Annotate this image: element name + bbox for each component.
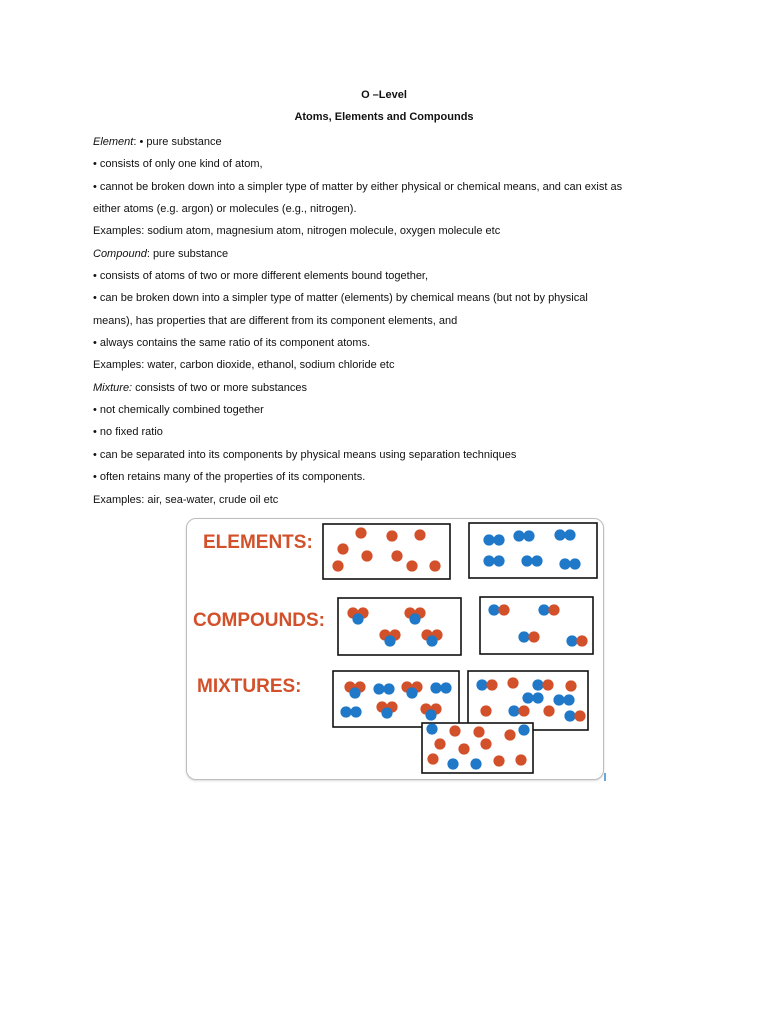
text-line (93, 176, 683, 198)
blue-atom (447, 758, 458, 769)
edge-mark (604, 773, 606, 781)
line-text: consists of two or more substances (132, 381, 307, 394)
blue-atom (554, 529, 565, 540)
blue-atom (493, 555, 504, 566)
blue-atom (440, 682, 451, 693)
blue-atom (522, 692, 533, 703)
particle-diagram (187, 519, 603, 779)
blue-atom (483, 555, 494, 566)
blue-atom (508, 705, 519, 716)
red-atom (406, 560, 417, 571)
text-line (93, 377, 683, 399)
blue-atom (521, 555, 532, 566)
matter-diagram (186, 518, 604, 780)
line-text: • cannot be broken down into a simpler type of matter by either physical or chemical means, and can exist as (93, 180, 623, 193)
line-text: • consists of atoms of two or more different elements bound together, (93, 270, 429, 283)
text-line (93, 220, 683, 242)
text-line (93, 421, 683, 443)
line-text: • consists of only one kind of atom, (93, 158, 263, 171)
line-text: • no fixed ratio (93, 426, 163, 439)
line-text: • can be broken down into a simpler type of matter (elements) by chemical means (but not by physical (93, 292, 588, 305)
red-atom (504, 729, 515, 740)
blue-atom (493, 534, 504, 545)
blue-atom (564, 710, 575, 721)
red-atom (574, 710, 585, 721)
red-atom (337, 543, 348, 554)
red-atom (429, 560, 440, 571)
compounds-label: COMPOUNDS: (193, 610, 325, 631)
red-atom (518, 705, 529, 716)
text-line (93, 198, 683, 220)
line-text: Examples: sodium atom, magnesium atom, nitrogen molecule, oxygen molecule etc (93, 225, 501, 238)
text-line (93, 354, 683, 376)
blue-atom (406, 687, 417, 698)
text-line (93, 153, 683, 175)
blue-atom (563, 694, 574, 705)
line-text: • often retains many of the properties of its components. (93, 471, 366, 484)
blue-atom (476, 679, 487, 690)
blue-atom (430, 682, 441, 693)
red-atom (498, 604, 509, 615)
blue-atom (426, 723, 437, 734)
blue-atom (409, 613, 420, 624)
term-label: Compound (93, 247, 147, 260)
blue-atom (350, 706, 361, 717)
blue-atom (518, 724, 529, 735)
blue-atom (349, 687, 360, 698)
red-atom (486, 679, 497, 690)
red-atom (427, 753, 438, 764)
blue-atom (383, 683, 394, 694)
blue-atom (426, 635, 437, 646)
red-atom (542, 679, 553, 690)
red-atom (414, 529, 425, 540)
blue-atom (513, 530, 524, 541)
red-atom (386, 530, 397, 541)
red-atom (576, 635, 587, 646)
blue-atom (532, 679, 543, 690)
line-text: : • pure substance (133, 136, 222, 148)
blue-atom (518, 631, 529, 642)
red-atom (543, 705, 554, 716)
page-title: Atoms, Elements and Compounds (294, 111, 474, 123)
red-atom (458, 743, 469, 754)
line-text: • can be separated into its components by physical means using separation techniques (93, 448, 517, 461)
line-text: Examples: water, carbon dioxide, ethanol, sodium chloride etc (93, 359, 395, 372)
blue-atom (553, 694, 564, 705)
blue-atom (384, 635, 395, 646)
blue-atom (488, 604, 499, 615)
blue-atom (470, 758, 481, 769)
red-atom (493, 755, 504, 766)
atoms-group (332, 527, 587, 769)
text-line (93, 131, 683, 153)
blue-atom (559, 558, 570, 569)
text-line (93, 243, 683, 265)
blue-atom (373, 683, 384, 694)
blue-atom (569, 558, 580, 569)
blue-atom (483, 534, 494, 545)
text-line (93, 287, 683, 309)
text-line (93, 332, 683, 354)
red-atom (565, 680, 576, 691)
text-line (93, 466, 683, 488)
red-atom (507, 677, 518, 688)
red-atom (480, 705, 491, 716)
line-text: • always contains the same ratio of its component atoms. (93, 337, 371, 350)
term-label: Mixture: (93, 381, 133, 394)
blue-atom (523, 530, 534, 541)
line-text: : pure substance (146, 247, 229, 260)
mixtures-label: MIXTURES: (197, 676, 302, 697)
red-atom (361, 550, 372, 561)
level-heading: O –Level (361, 89, 407, 101)
line-text: either atoms (e.g. argon) or molecules (e.g., nitrogen). (93, 203, 357, 216)
elements-box-molecules (469, 523, 597, 578)
blue-atom (531, 555, 542, 566)
blue-atom (425, 709, 436, 720)
blue-atom (566, 635, 577, 646)
red-atom (480, 738, 491, 749)
blue-atom (340, 706, 351, 717)
blue-atom (532, 692, 543, 703)
red-atom (515, 754, 526, 765)
blue-atom (381, 707, 392, 718)
red-atom (548, 604, 559, 615)
line-text: • not chemically combined together (93, 404, 264, 417)
line-text: means), has properties that are different from its component elements, and (93, 314, 458, 327)
red-atom (391, 550, 402, 561)
text-line (93, 399, 683, 421)
red-atom (449, 725, 460, 736)
red-atom (355, 527, 366, 538)
elements-label: ELEMENTS: (203, 532, 313, 553)
red-atom (528, 631, 539, 642)
text-line (93, 265, 683, 287)
compounds-box-triatomic (338, 598, 461, 655)
term-label: Element (93, 136, 134, 148)
line-text: Examples: air, sea-water, crude oil etc (93, 493, 279, 506)
red-atom (332, 560, 343, 571)
blue-atom (352, 613, 363, 624)
text-line (93, 444, 683, 466)
text-line (93, 489, 683, 511)
mixtures-box-1 (333, 671, 459, 727)
body-text (93, 131, 683, 511)
text-line (93, 310, 683, 332)
blue-atom (538, 604, 549, 615)
red-atom (434, 738, 445, 749)
red-atom (473, 726, 484, 737)
blue-atom (564, 529, 575, 540)
